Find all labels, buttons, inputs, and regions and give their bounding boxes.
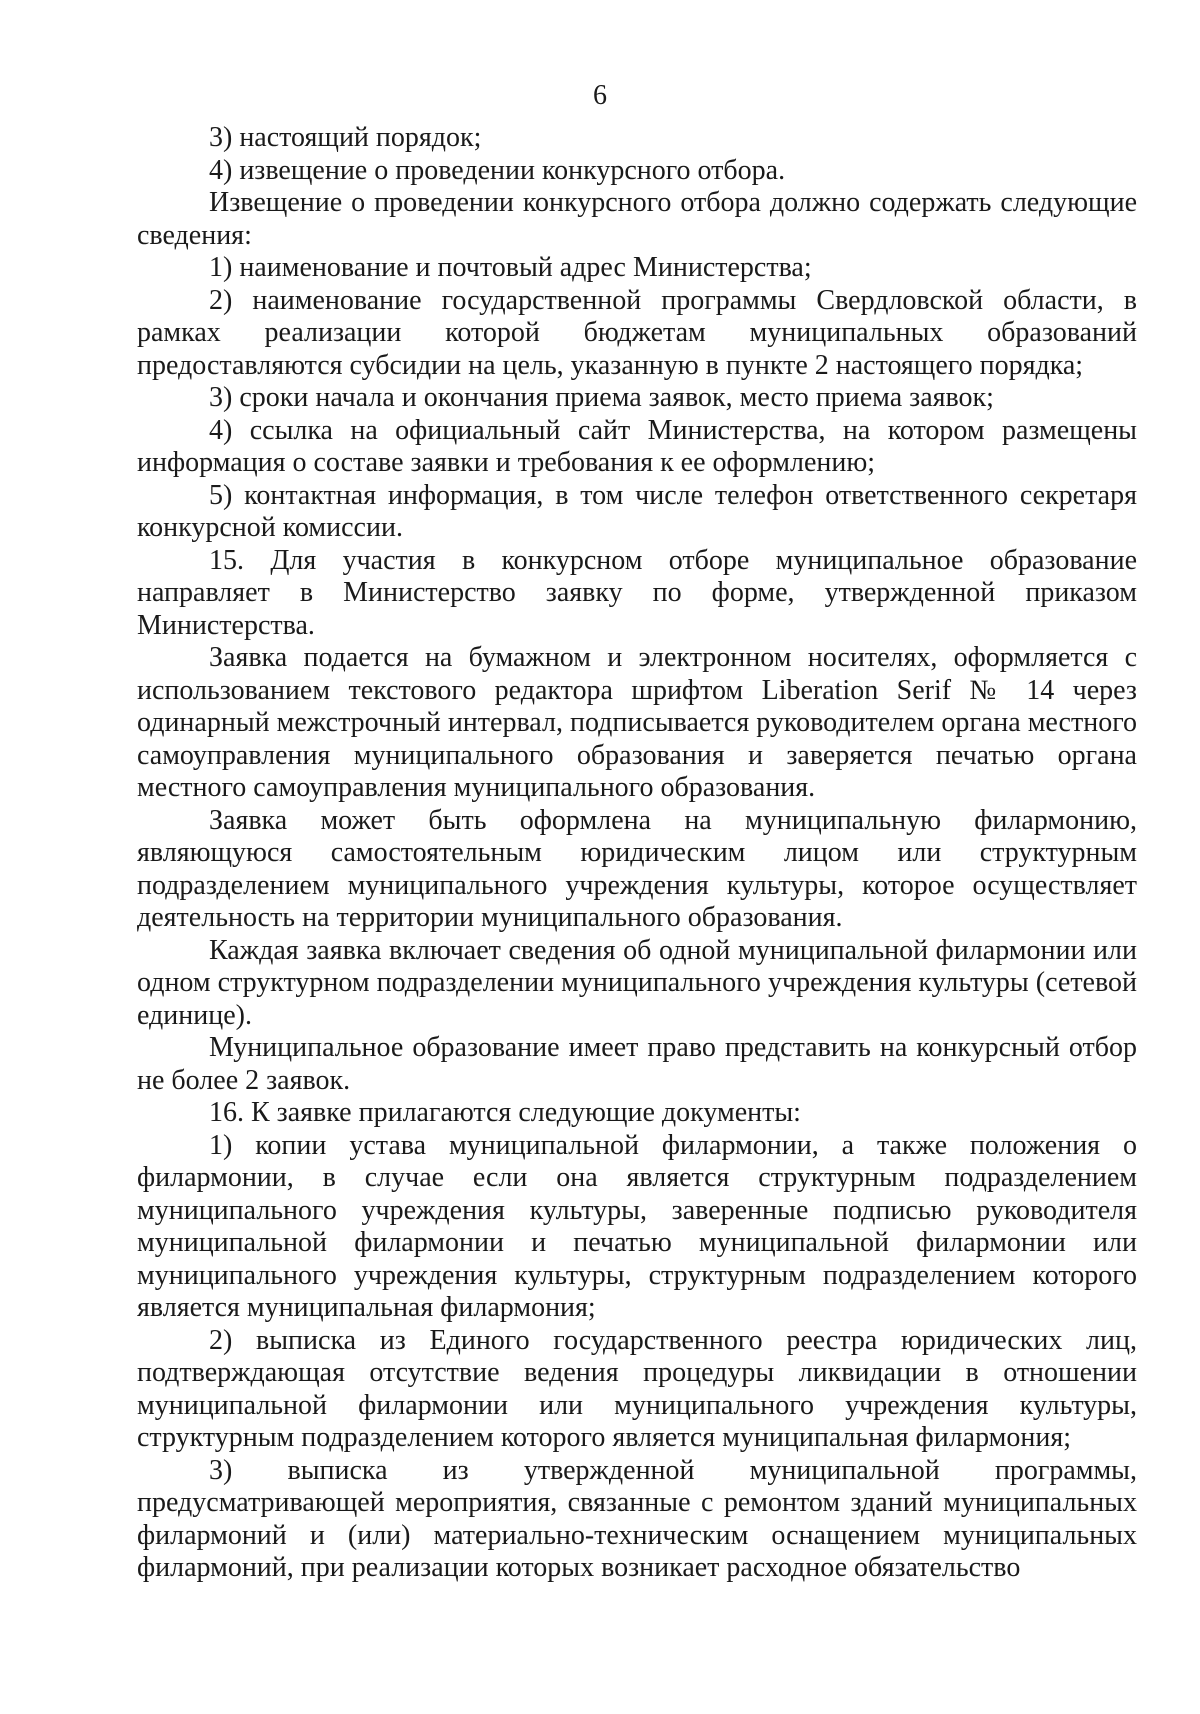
paragraph: Заявка подается на бумажном и электронном носителях, оформляется с использованием текстового редактора шрифтом Liberation Serif № 14 через одинарный межстрочный интервал, подписывается руководителем органа местного самоуправления муниципального образования и заверяется печатью органа местного самоуправления муниципального образования. [137, 642, 1137, 803]
paragraph: Заявка может быть оформлена на муниципальную филармонию, являющуюся самостоятельным юридическим лицом или структурным подразделением муниципального учреждения культуры, которое осуществляет деятельность на территории муниципального образования. [137, 804, 1137, 933]
list-item: 3) настоящий порядок; [209, 122, 482, 153]
list-item: 2) выписка из Единого государственного реестра юридических лиц, подтверждающая отсутствие ведения процедуры ликвидации в отношении муниципальной филармонии или муниципального учреждения культуры, структурным подразделением которого является муниципальная филармония; [137, 1324, 1137, 1453]
list-item: 3) выписка из утвержденной муниципальной программы, предусматривающей мероприятия, связанные с ремонтом зданий муниципальных филармоний и (или) материально-техническим оснащением муниципальных филармоний, при реализации которых возникает расходное обязательство [137, 1454, 1137, 1583]
list-item: 3) сроки начала и окончания приема заявок, место приема заявок; [209, 382, 994, 413]
paragraph: Извещение о проведении конкурсного отбора должно содержать следующие сведения: [137, 187, 1137, 251]
page-number: 6 [593, 80, 607, 111]
clause-16: 16. К заявке прилагаются следующие документы: [209, 1097, 801, 1128]
paragraph: Каждая заявка включает сведения об одной муниципальной филармонии или одном структурном подразделении муниципального учреждения культуры (сетевой единице). [137, 934, 1137, 1031]
paragraph: Муниципальное образование имеет право представить на конкурсный отбор не более 2 заявок. [137, 1032, 1137, 1096]
clause-15: 15. Для участия в конкурсном отборе муниципальное образование направляет в Министерство заявку по форме, утвержденной приказом Министерства. [137, 544, 1137, 641]
list-item: 1) наименование и почтовый адрес Министерства; [209, 252, 812, 283]
list-item: 4) ссылка на официальный сайт Министерства, на котором размещены информация о составе заявки и требования к ее оформлению; [137, 414, 1137, 478]
list-item: 2) наименование государственной программы Свердловской области, в рамках реализации которой бюджетам муниципальных образований предоставляются субсидии на цель, указанную в пункте 2 настоящего порядка; [137, 284, 1137, 381]
list-item: 1) копии устава муниципальной филармонии, а также положения о филармонии, в случае если она является структурным подразделением муниципального учреждения культуры, заверенные подписью руководителя муниципальной филармонии и печатью муниципальной филармонии или муниципального учреждения культуры, структурным подразделением которого является муниципальная филармония; [137, 1129, 1137, 1323]
list-item: 4) извещение о проведении конкурсного отбора. [209, 154, 786, 186]
document-body [137, 122, 1137, 1585]
list-item: 5) контактная информация, в том числе телефон ответственного секретаря конкурсной комиссии. [137, 479, 1137, 543]
